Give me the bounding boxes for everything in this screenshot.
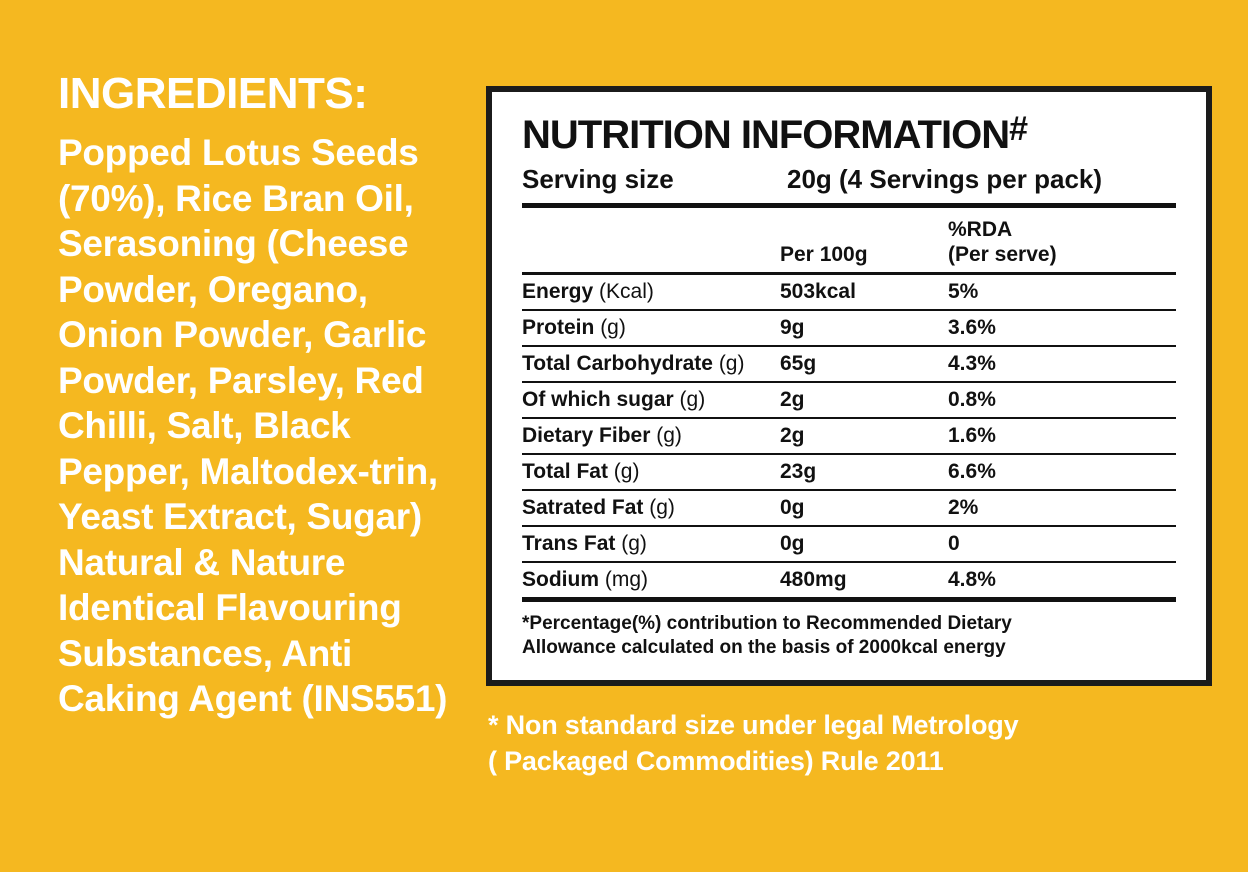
legal-metrology-note [488,708,1212,779]
header-rda-line1: %RDA [948,218,1013,241]
nutrient-rda: 0 [948,526,1176,562]
nutrient-name-text: Protein [522,316,601,340]
nutrient-rda: 5% [948,274,1176,311]
table-row [522,310,1176,346]
header-rda [948,212,1176,274]
header-per-100g: Per 100g [780,212,948,274]
serving-size-label: Serving size [522,164,674,194]
table-row [522,346,1176,382]
nutrient-name [522,490,780,526]
table-row [522,382,1176,418]
nutrient-unit: (g) [621,532,647,556]
nutrition-footnote [522,602,1176,660]
table-row [522,274,1176,311]
nutrient-per-100g: 0g [780,490,948,526]
nutrient-name [522,562,780,600]
nutrient-unit: (Kcal) [599,280,654,304]
nutrient-name-text: Total Carbohydrate [522,352,719,376]
serving-size-value: 20g (4 Servings per pack) [787,164,1103,194]
ingredients-list: Popped Lotus Seeds (70%), Rice Bran Oil, Serasoning (Cheese Powder, Oregano, Onion Powder, Garlic Powder, Parsley, Red Chilli, Salt, Black Pepper, Maltodex-trin, Yeast Extract, Sugar) Natural & Nature Identical Flavouring Substances, Anti Caking Agent (INS551) [58,132,448,719]
nutrition-panel-title [522,110,1176,157]
nutrient-name [522,382,780,418]
nutrition-table [522,212,1176,602]
table-row [522,562,1176,600]
nutrient-rda: 2% [948,490,1176,526]
nutrient-name-text: Of which sugar [522,388,680,412]
nutrient-rda: 3.6% [948,310,1176,346]
table-row [522,418,1176,454]
nutrient-unit: (mg) [604,568,649,592]
footnote-line-2: Allowance calculated on the basis of 2000kcal energy [522,637,1006,659]
nutrient-rda: 0.8% [948,382,1176,418]
nutrient-per-100g: 23g [780,454,948,490]
nutrient-rda: 4.8% [948,562,1176,600]
ingredients-heading: INGREDIENTS: [58,69,368,118]
nutrient-per-100g: 480mg [780,562,948,600]
legal-note-line-1: * Non standard size under legal Metrology [488,709,1019,740]
nutrient-rda: 4.3% [948,346,1176,382]
nutrient-rda: 6.6% [948,454,1176,490]
nutrient-rda: 1.6% [948,418,1176,454]
nutrient-name-text: Satrated Fat [522,496,650,520]
nutrient-name-text: Trans Fat [522,532,622,556]
nutrient-per-100g: 2g [780,418,948,454]
nutrient-unit: (g) [656,424,682,448]
divider-top [522,203,1176,208]
nutrient-unit: (g) [718,352,745,376]
nutrient-per-100g: 9g [780,310,948,346]
nutrient-unit: (g) [649,496,675,520]
header-nutrient [522,212,780,274]
nutrition-information-panel [486,86,1212,686]
header-rda-line2: (Per serve) [948,243,1057,267]
table-row [522,454,1176,490]
nutrient-per-100g: 0g [780,526,948,562]
nutrient-name [522,310,780,346]
nutrition-title-text: NUTRITION INFORMATION [522,113,1010,157]
ingredients-section [0,0,468,872]
footnote-line-1: *Percentage(%) contribution to Recommended Dietary [522,613,1012,635]
nutrient-name-text: Sodium [522,568,605,592]
nutrition-table-body [522,212,1176,600]
nutrient-unit: (g) [600,316,626,340]
serving-size-row [522,164,1176,203]
nutrient-unit: (g) [679,388,706,412]
nutrient-name [522,454,780,490]
nutrient-name [522,418,780,454]
nutrition-title-marker: # [1009,110,1028,148]
nutrient-per-100g: 2g [780,382,948,418]
table-header-row [522,212,1176,274]
nutrient-per-100g: 503kcal [780,274,948,311]
nutrient-name-text: Energy [522,280,600,304]
table-row [522,526,1176,562]
nutrient-name [522,274,780,311]
nutrient-name [522,346,780,382]
nutrient-name-text: Total Fat [522,460,614,484]
nutrient-name-text: Dietary Fiber [522,424,657,448]
nutrition-section [468,0,1248,872]
nutrient-unit: (g) [613,460,640,484]
legal-note-line-2: ( Packaged Commodities) Rule 2011 [488,745,944,776]
nutrient-name [522,526,780,562]
nutrient-per-100g: 65g [780,346,948,382]
table-row [522,490,1176,526]
